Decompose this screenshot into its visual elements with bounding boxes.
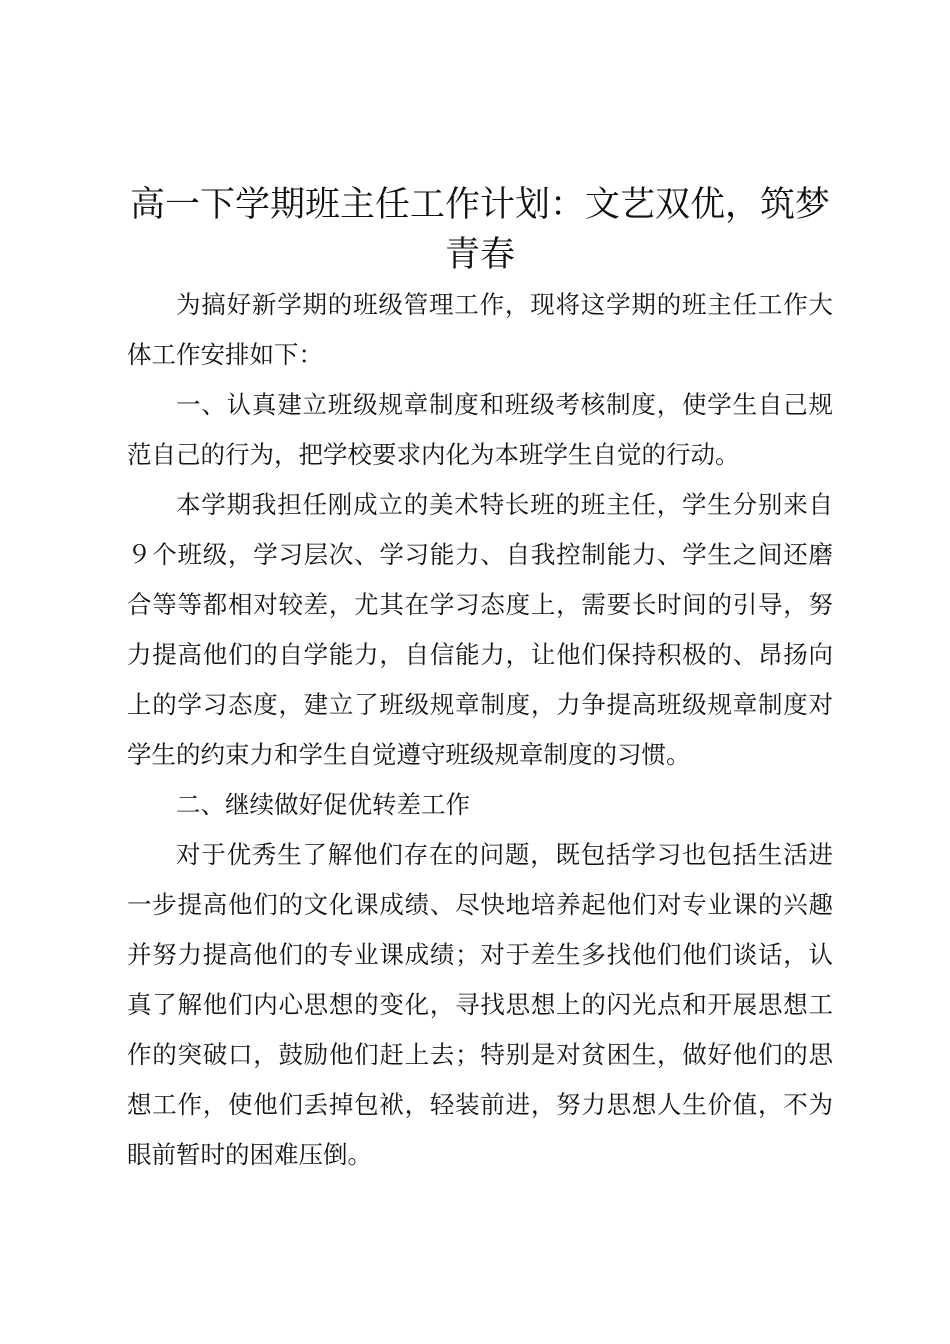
- document-body: [127, 180, 833, 1180]
- paragraph-section-2-heading: 二、继续做好促优转差工作: [176, 790, 470, 819]
- paragraph-intro: 为搞好新学期的班级管理工作，现将这学期的班主任工作大体工作安排如下：: [127, 290, 833, 369]
- document-title: 高一下学期班主任工作计划：文艺双优，筑梦青春: [129, 185, 830, 275]
- paragraph-section-1-heading: 一、认真建立班级规章制度和班级考核制度，使学生自己规范自己的行为，把学校要求内化为本班学生自觉的行动。: [127, 390, 833, 469]
- paragraph-section-1-body: 本学期我担任刚成立的美术特长班的班主任，学生分别来自９个班级，学习层次、学习能力、自我控制能力、学生之间还磨合等等都相对较差，尤其在学习态度上，需要长时间的引导，努力提高他们的自学能力，自信能力，让他们保持积极的、昂扬向上的学习态度，建立了班级规章制度，力争提高班级规章制度对学生的约束力和学生自觉遵守班级规章制度的习惯。: [127, 490, 833, 769]
- paragraph-section-2-body: 对于优秀生了解他们存在的问题，既包括学习也包括生活进一步提高他们的文化课成绩、尽快地培养起他们对专业课的兴趣并努力提高他们的专业课成绩；对于差生多找他们他们谈话，认真了解他们内心思想的变化，寻找思想上的闪光点和开展思想工作的突破口，鼓励他们赶上去；特别是对贫困生，做好他们的思想工作，使他们丢掉包袱，轻装前进，努力思想人生价值，不为眼前暂时的困难压倒。: [127, 840, 833, 1169]
